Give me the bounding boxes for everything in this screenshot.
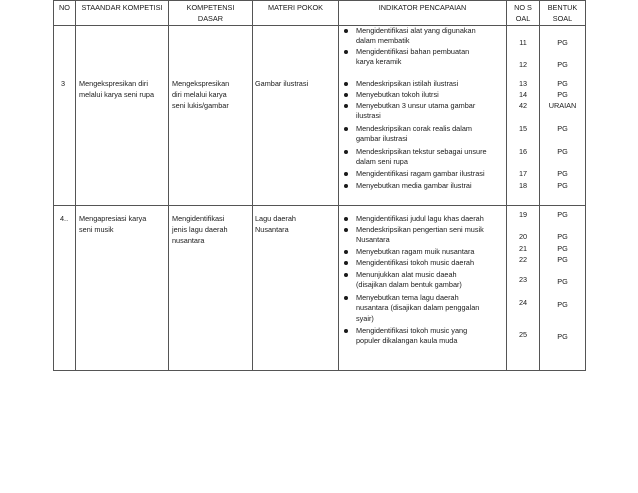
row4-kompetensi-cell — [169, 206, 253, 371]
question-number: 25 — [518, 330, 528, 339]
row3-kompetensi-line2: diri melalui karya — [172, 90, 227, 99]
row3-materi-cell — [253, 26, 339, 206]
indicator-item: Mendeskripsikan tekstur sebagai unsure dalam seni rupa — [339, 147, 506, 168]
row4-no: 4.. — [60, 214, 69, 223]
row4-bentuk-cell — [540, 206, 586, 371]
question-number: 19 — [518, 210, 528, 219]
row3-indikator-cell — [339, 26, 507, 206]
row4-materi-line2: Nusantara — [255, 225, 289, 234]
question-number: 24 — [518, 298, 528, 307]
row3-standar-line2: melalui karya seni rupa — [79, 90, 155, 99]
question-number: 42 — [518, 101, 528, 110]
question-type: PG — [557, 277, 568, 286]
row3-kompetensi-line1: Mengekspresikan — [172, 79, 230, 88]
indicator-item: Menyebutkan ragam muik nusantara — [339, 247, 506, 257]
row4-standar-line2: seni musik — [79, 225, 114, 234]
indicator-item: Mengidentifikasi tokoh music daerah — [339, 258, 506, 268]
question-number: 16 — [518, 147, 528, 156]
row3-kompetensi-line3: seni lukis/gambar — [172, 101, 229, 110]
row3-standar-line1: Mengekspresikan diri — [79, 79, 148, 88]
indicator-item: Mengidentifikasi ragam gambar ilustrasi — [339, 169, 506, 179]
row3-bentuk-cell — [540, 26, 586, 206]
header-nosoal — [507, 1, 540, 26]
question-number: 13 — [518, 79, 528, 88]
question-type: PG — [557, 147, 568, 156]
question-type: PG — [557, 210, 568, 219]
question-type: PG — [557, 255, 568, 264]
indicator-item: Menunjukkan alat music daeah (disajikan dalam bentuk gambar) — [339, 270, 506, 291]
indicator-item: Mengidentifikasi alat yang digunakan dalam membatik — [339, 26, 506, 47]
row4-materi-line1: Lagu daerah — [255, 214, 296, 223]
question-type: PG — [557, 124, 568, 133]
indicator-item: Mendeskripsikan pengertian seni musik Nusantara — [339, 225, 506, 246]
header-nosoal-line1: NO S — [514, 3, 532, 12]
row4-no-cell — [54, 206, 76, 371]
kisi-kisi-table — [53, 0, 586, 371]
header-bentuk-line2: SOAL — [552, 13, 573, 23]
question-type: PG — [557, 90, 568, 99]
header-nosoal-line2: OAL — [515, 13, 531, 23]
row3-nosoal-cell — [507, 26, 540, 206]
header-standar: STAANDAR KOMPETISI — [76, 1, 169, 26]
header-materi: MATERI POKOK — [253, 1, 339, 26]
indicator-item: Mengidentifikasi judul lagu khas daerah — [339, 214, 506, 224]
row4-standar-line1: Mengapresiasi karya — [79, 214, 147, 223]
indicator-item: Mengidentifikasi bahan pembuatan karya keramik — [339, 47, 506, 68]
row4-standar-cell — [76, 206, 169, 371]
indicator-item: Menyebutkan tema lagu daerah nusantara (disajikan dalam penggalan syair) — [339, 293, 506, 324]
header-no: NO — [54, 1, 76, 26]
indicator-item: Menyebutkan media gambar ilustrai — [339, 181, 506, 191]
question-number: 18 — [518, 181, 528, 190]
question-type: PG — [557, 38, 568, 47]
question-type: URAIAN — [548, 101, 577, 110]
table-row — [54, 26, 586, 206]
header-kompetensi-line2: DASAR — [197, 13, 224, 23]
row3-standar-cell — [76, 26, 169, 206]
question-number: 22 — [518, 255, 528, 264]
question-type: PG — [557, 244, 568, 253]
question-number: 20 — [518, 232, 528, 241]
header-bentuk-line1: BENTUK — [547, 3, 578, 12]
row4-kompetensi-line1: Mengidentifikasi — [172, 214, 225, 223]
question-type: PG — [557, 79, 568, 88]
question-type: PG — [557, 232, 568, 241]
indicator-item: Menyebutkan 3 unsur utama gambar ilustrasi — [339, 101, 506, 122]
header-kompetensi-line1: KOMPETENSI — [186, 3, 235, 12]
question-type: PG — [557, 300, 568, 309]
question-type: PG — [557, 169, 568, 178]
header-kompetensi — [169, 1, 253, 26]
header-row — [54, 1, 586, 26]
row3-no-cell — [54, 26, 76, 206]
question-type: PG — [557, 332, 568, 341]
row4-kompetensi-line3: nusantara — [172, 236, 205, 245]
row3-kompetensi-cell — [169, 26, 253, 206]
row4-materi-cell — [253, 206, 339, 371]
header-bentuk — [540, 1, 586, 26]
row4-kompetensi-line2: jenis lagu daerah — [172, 225, 228, 234]
row3-materi: Gambar ilustrasi — [255, 79, 309, 88]
row4-indikator-cell — [339, 206, 507, 371]
row4-nosoal-cell — [507, 206, 540, 371]
question-number: 15 — [518, 124, 528, 133]
question-number: 17 — [518, 169, 528, 178]
indicator-item: Menyebutkan tokoh ilutrsi — [339, 90, 506, 100]
question-type: PG — [557, 60, 568, 69]
indicator-item: Mendeskripsikan corak realis dalam gambar ilustrasi — [339, 124, 506, 145]
table-row — [54, 206, 586, 371]
question-number: 12 — [518, 60, 528, 69]
question-number: 14 — [518, 90, 528, 99]
indicator-item: Mendeskripsikan istilah ilustrasi — [339, 79, 506, 89]
indicator-item: Mengidentifikasi tokoh music yang populer dikalangan kaula muda — [339, 326, 506, 347]
header-indikator: INDIKATOR PENCAPAIAN — [339, 1, 507, 26]
row3-no: 3 — [61, 79, 66, 88]
question-number: 21 — [518, 244, 528, 253]
question-type: PG — [557, 181, 568, 190]
question-number: 23 — [518, 275, 528, 284]
question-number: 11 — [519, 38, 527, 47]
